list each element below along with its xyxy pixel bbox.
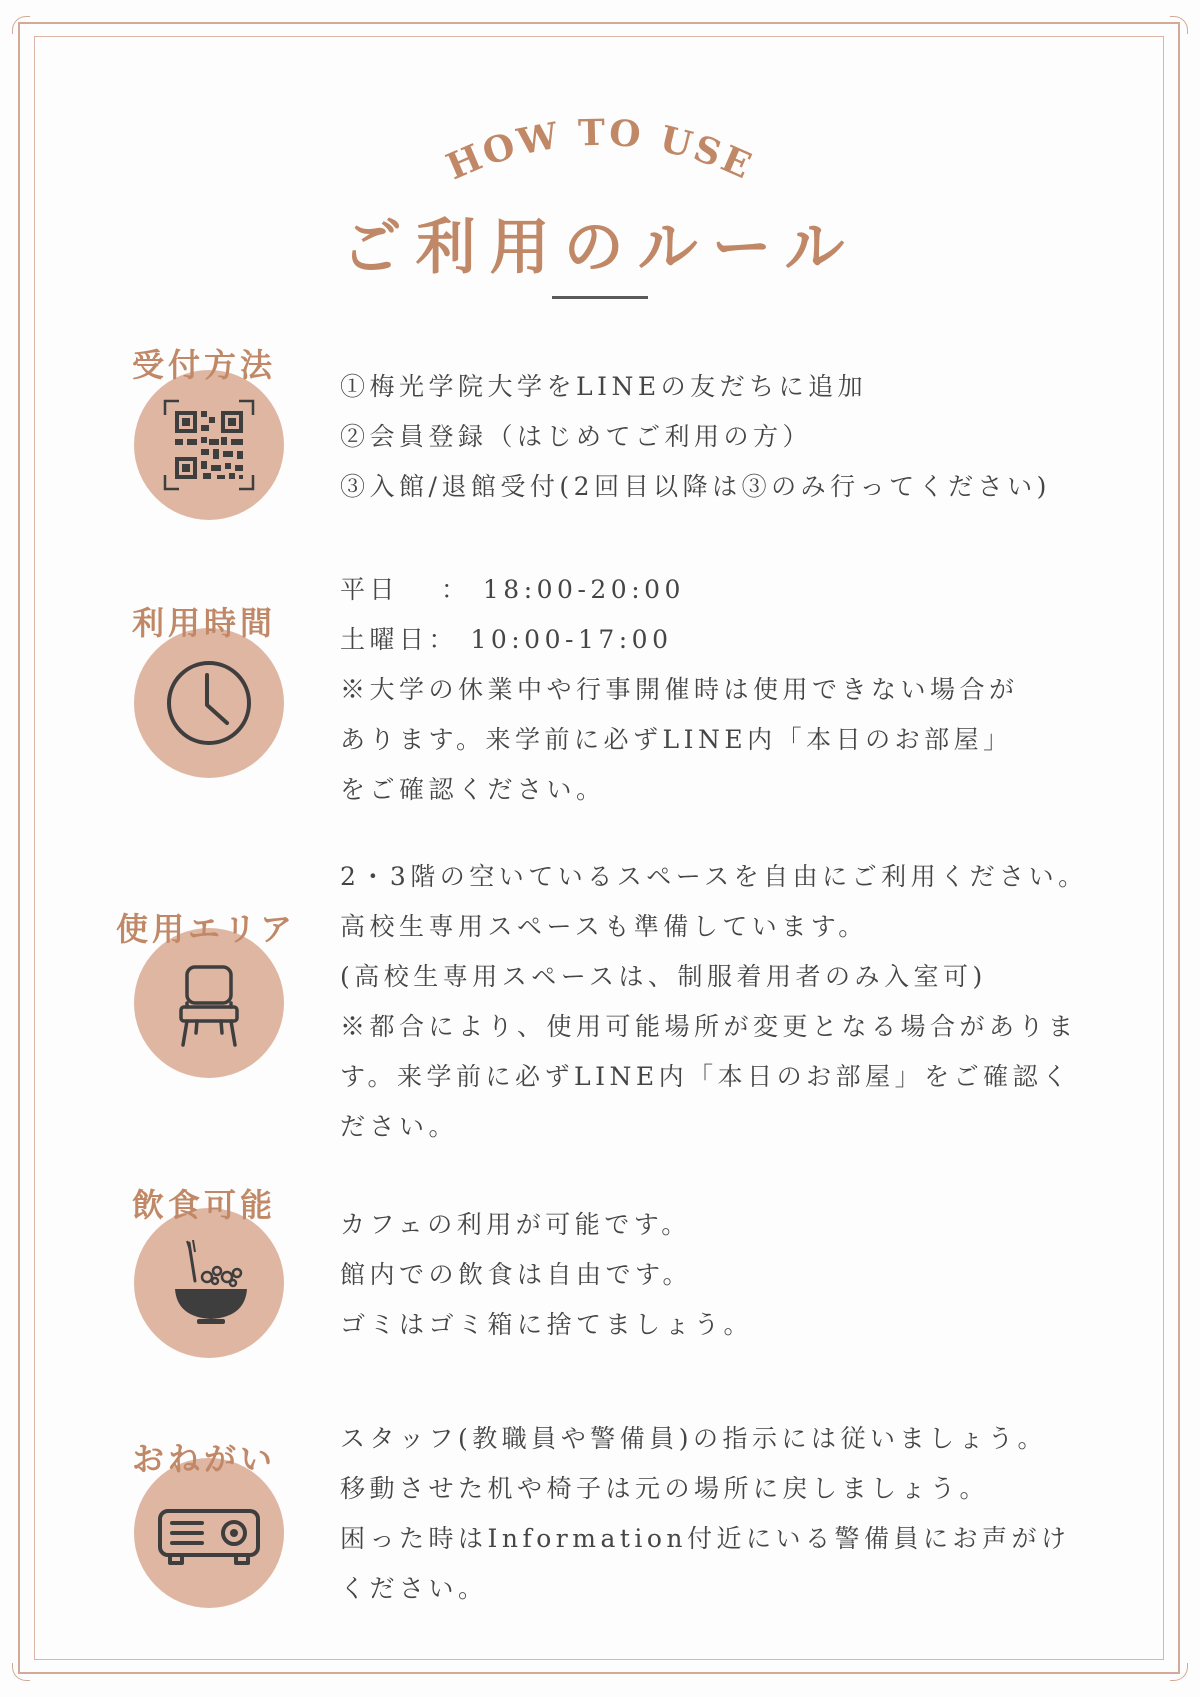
food-bowl-icon	[159, 1233, 259, 1333]
section-label: おねがい	[131, 1440, 276, 1478]
section-icon-circle	[134, 1458, 284, 1608]
title-divider	[552, 296, 648, 299]
text-line: 困った時はInformation付近にいる警備員にお声がけ	[340, 1524, 1071, 1553]
text-line: カフェの利用が可能です。	[340, 1210, 691, 1239]
section-label: 受付方法	[131, 346, 276, 384]
text-line: ※大学の休業中や行事開催時は使用できない場合が	[340, 675, 1019, 704]
projector-icon	[154, 1483, 264, 1583]
page-title: ご利用のルール	[341, 213, 859, 283]
section-icon-circle	[134, 628, 284, 778]
text-line: ③入館/退館受付(2回目以降は③のみ行ってください)	[340, 472, 1051, 501]
text-line: ②会員登録（はじめてご利用の方）	[340, 422, 813, 451]
corner-ornament	[12, 1663, 30, 1681]
section-label: 使用エリア	[115, 910, 296, 948]
text-line: 2・3階の空いているスペースを自由にご利用ください。	[340, 862, 1088, 891]
text-line: ださい。	[340, 1112, 459, 1141]
chair-icon	[159, 953, 259, 1053]
eyebrow-title	[420, 110, 780, 210]
text-line: ①梅光学院大学をLINEの友だちに追加	[340, 372, 868, 401]
qr-code-icon	[159, 395, 259, 495]
section-text	[340, 852, 1170, 1152]
text-line: 館内での飲食は自由です。	[340, 1260, 693, 1289]
text-line: 土曜日： 10:00-17:00	[340, 625, 673, 654]
section-text	[340, 1200, 1170, 1350]
text-line: スタッフ(教職員や警備員)の指示には従いましょう。	[340, 1424, 1048, 1453]
section-label: 飲食可能	[131, 1186, 276, 1224]
text-line: 高校生専用スペースも準備しています。	[340, 912, 868, 941]
text-line: ※都合により、使用可能場所が変更となる場合がありま	[340, 1012, 1078, 1041]
text-line: をご確認ください。	[340, 775, 606, 804]
corner-ornament	[1170, 16, 1188, 34]
section-icon-circle	[134, 370, 284, 520]
text-line: ゴミはゴミ箱に捨てましょう。	[340, 1310, 754, 1339]
section-text	[340, 362, 1170, 512]
section-icon-circle	[134, 928, 284, 1078]
text-line: ください。	[340, 1574, 488, 1603]
section-label: 利用時間	[131, 604, 276, 642]
text-line: 平日 ： 18:00-20:00	[340, 575, 685, 604]
svg-text:HOW TO USE: HOW TO USE	[440, 111, 760, 189]
text-line: す。来学前に必ずLINE内「本日のお部屋」をご確認く	[340, 1062, 1072, 1091]
text-line: 移動させた机や椅子は元の場所に戻しましょう。	[340, 1474, 990, 1503]
corner-ornament	[1170, 1663, 1188, 1681]
section-text	[340, 565, 1170, 815]
corner-ornament	[12, 16, 30, 34]
text-line: あります。来学前に必ずLINE内「本日のお部屋」	[340, 725, 1013, 754]
section-icon-circle	[134, 1208, 284, 1358]
text-line: (高校生専用スペースは、制服着用者のみ入室可)	[340, 962, 987, 991]
clock-icon	[159, 653, 259, 753]
section-text	[340, 1414, 1170, 1614]
